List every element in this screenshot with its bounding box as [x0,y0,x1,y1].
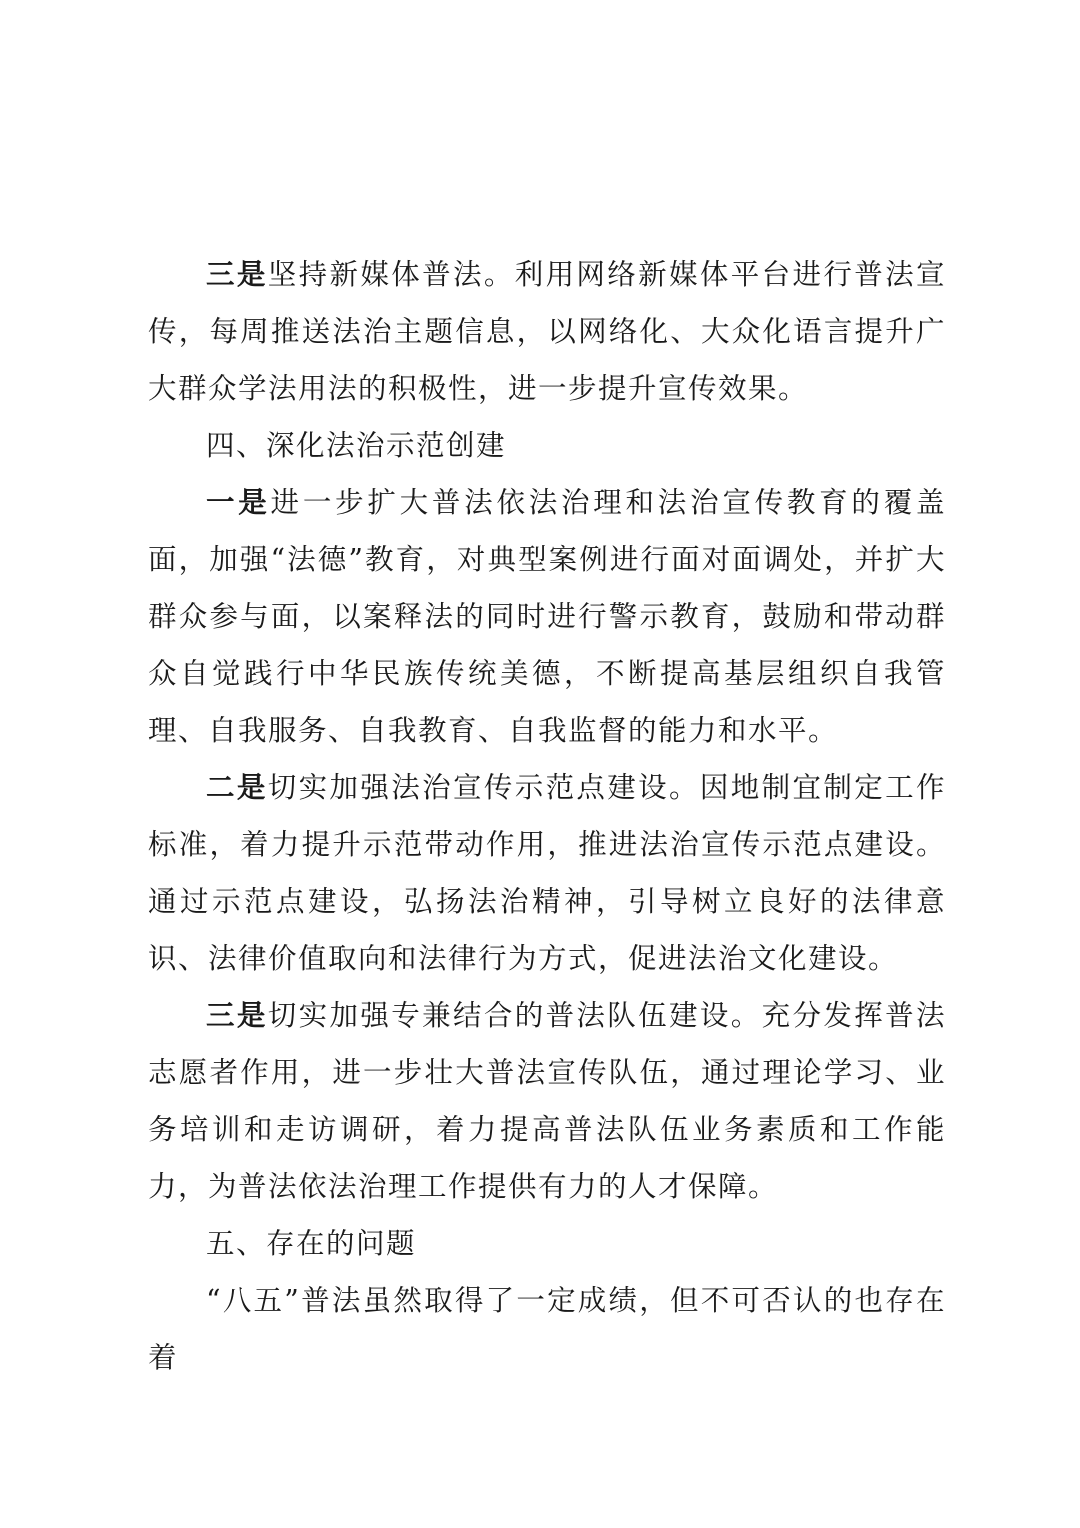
paragraph-problems [148,1272,946,1386]
paragraph-new-media [148,246,946,417]
paragraph-lead: 三是 [206,999,268,1032]
paragraph-team-building [148,987,946,1215]
paragraph-lead: 三是 [206,258,268,291]
paragraph-text: 切实加强专兼结合的普法队伍建设。充分发挥普法志愿者作用，进一步壮大普法宣传队伍，通过理论学习、业务培训和走访调研，着力提高普法队伍业务素质和工作能力，为普法依法治理工作提供有力的人才保障。 [148,999,946,1203]
paragraph-coverage [148,474,946,759]
paragraph-demonstration [148,759,946,987]
document-body [148,246,946,1386]
section-heading-5: 五、存在的问题 [206,1227,417,1260]
paragraph-text: “八五”普法虽然取得了一定成绩，但不可否认的也存在着 [148,1284,946,1374]
paragraph-lead: 一是 [206,486,271,519]
section-heading-4: 四、深化法治示范创建 [206,429,507,462]
paragraph-text: 坚持新媒体普法。利用网络新媒体平台进行普法宣传，每周推送法治主题信息，以网络化、大众化语言提升广大群众学法用法的积极性，进一步提升宣传效果。 [148,258,946,405]
paragraph-lead: 二是 [206,771,268,804]
paragraph-text: 进一步扩大普法依法治理和法治宣传教育的覆盖面，加强“法德”教育，对典型案例进行面对面调处，并扩大群众参与面，以案释法的同时进行警示教育，鼓励和带动群众自觉践行中华民族传统美德，不断提高基层组织自我管理、自我服务、自我教育、自我监督的能力和水平。 [148,486,946,747]
paragraph-text: 切实加强法治宣传示范点建设。因地制宜制定工作标准，着力提升示范带动作用，推进法治宣传示范点建设。通过示范点建设，弘扬法治精神，引导树立良好的法律意识、法律价值取向和法律行为方式，促进法治文化建设。 [148,771,946,975]
